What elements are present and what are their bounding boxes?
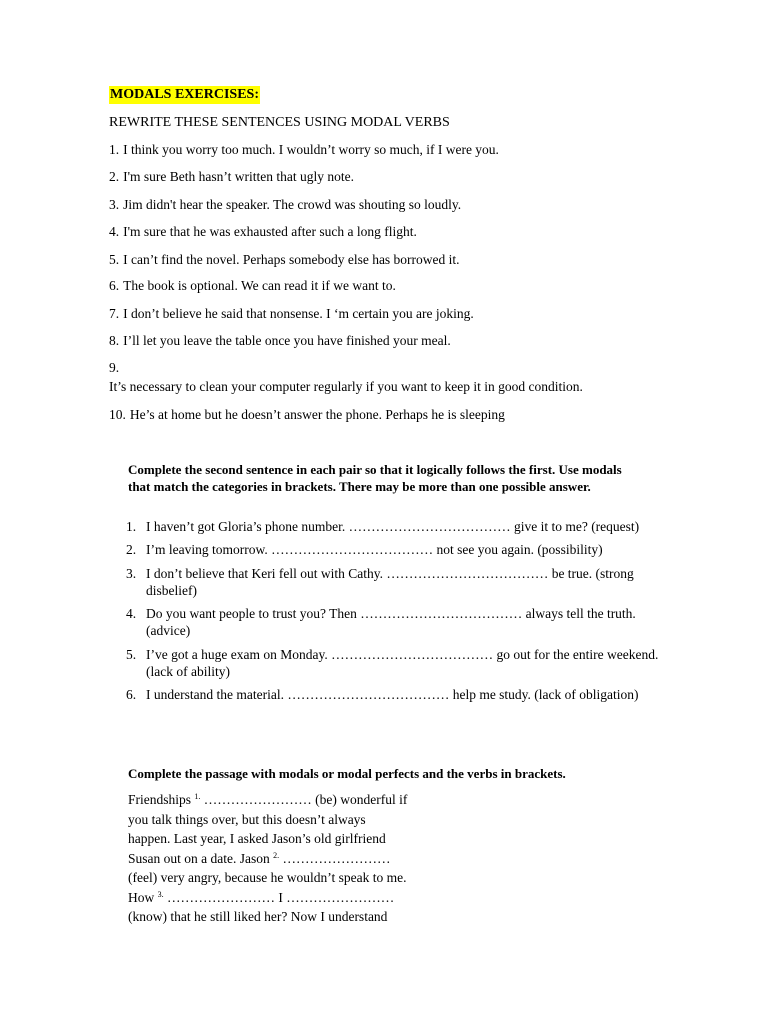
- exercise-sentence-7: 7. I don’t believe he said that nonsense. I ‘m certain you are joking.: [109, 306, 474, 321]
- exercise-sentence-2: 2. I'm sure Beth hasn’t written that ugly note.: [109, 169, 355, 184]
- passage-line: (feel) very angry, because he wouldn’t speak to me.: [128, 870, 407, 885]
- exercise-sentence-8: 8. I’ll let you leave the table once you have finished your meal.: [109, 333, 451, 348]
- section1-heading: REWRITE THESE SENTENCES USING MODAL VERBS: [109, 115, 450, 130]
- passage: [128, 790, 468, 927]
- exercise-sentence-9: It’s necessary to clean your computer regularly if you want to keep it in good condition.: [109, 379, 583, 394]
- section2-list: [126, 518, 666, 709]
- passage-line: you talk things over, but this doesn’t always: [128, 811, 366, 827]
- passage-line: happen. Last year, I asked Jason’s old girlfriend: [128, 831, 386, 846]
- list-item: 4. Do you want people to trust you? Then ……………………………… always tell the truth. (advice): [126, 606, 636, 639]
- page-title: MODALS EXERCISES:: [110, 87, 259, 102]
- exercise-sentence-3: 3. Jim didn't hear the speaker. The crowd was shouting so loudly.: [109, 197, 462, 212]
- exercise-sentence-6: 6. The book is optional. We can read it if we want to.: [109, 278, 396, 293]
- passage-line: (know) that he still liked her? Now I understand: [128, 909, 388, 924]
- list-item: 1. I haven’t got Gloria’s phone number. ……………………………… give it to me? (request): [126, 519, 640, 534]
- passage-line: Susan out on a date. Jason $^{2.}$ ……………………: [128, 850, 391, 866]
- list-item: 2. I’m leaving tomorrow. ……………………………… not see you again. (possibility): [126, 542, 603, 558]
- section2-instruction: Complete the second sentence in each pair so that it logically follows the first. Use modals that match the categories in brackets. There may be more than one possible answer.: [128, 462, 622, 494]
- list-item: 3. I don’t believe that Keri fell out with Cathy. ……………………………… be true. (strong disbelief): [126, 565, 634, 598]
- passage-line: Friendships $^{1.}$ …………………… (be) wonderful if: [128, 792, 408, 807]
- section3-instruction: Complete the passage with modals or modal perfects and the verbs in brackets.: [128, 766, 566, 781]
- list-item: 6. I understand the material. ……………………………… help me study. (lack of obligation): [126, 686, 639, 702]
- exercise-sentence-4: 4. I'm sure that he was exhausted after such a long flight.: [109, 224, 417, 239]
- list-item: 5. I’ve got a huge exam on Monday. ……………………………… go out for the entire weekend. (lack of ability): [126, 646, 659, 679]
- exercise-sentence-9-number: 9.: [109, 360, 120, 375]
- passage-line: How $^{3.}$ …………………… I ……………………: [128, 889, 395, 905]
- exercise-sentence-10: 10. He’s at home but he doesn’t answer the phone. Perhaps he is sleeping: [109, 407, 505, 422]
- exercise-sentence-5: 5. I can’t find the novel. Perhaps somebody else has borrowed it.: [109, 252, 460, 267]
- exercise-sentence-1: 1. I think you worry too much. I wouldn’t worry so much, if I were you.: [109, 142, 499, 157]
